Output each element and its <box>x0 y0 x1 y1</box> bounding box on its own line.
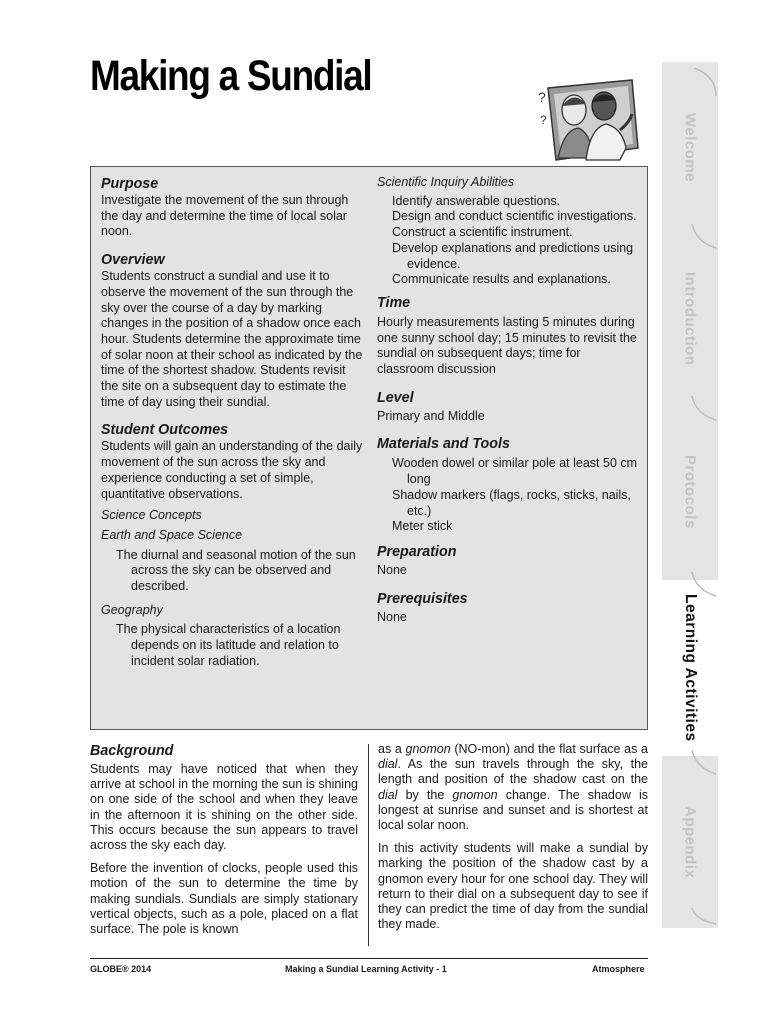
earth-space-text: The diurnal and seasonal motion of the sun across the sky can be observed and described. <box>116 547 356 594</box>
geography-text: The physical characteristics of a location depends on its latitude and relation to incident solar radiation. <box>116 622 341 668</box>
overview-text: Students construct a sundial and use it to observe the movement of the sun through the sky over the course of a day by marking changes in the position of a shadow once each hour. Students determine the approximate time of solar noon at their school as indicated by the time of the shortest shadow. Students revisit the site on a subsequent day to estimate the time of day using their sundial. <box>101 269 363 409</box>
tab-learning-activities[interactable]: Learning Activities <box>662 580 718 756</box>
inquiry-item: Communicate results and explanations. <box>392 272 611 287</box>
science-concepts-label: Science Concepts <box>101 508 202 523</box>
inquiry-item: Design and conduct scientific investigations. <box>392 209 637 224</box>
footer-page-label: Making a Sundial Learning Activity - 1 <box>285 964 447 974</box>
preparation-text: None <box>377 562 407 577</box>
summary-box <box>90 166 648 730</box>
inquiry-item: Identify answerable questions. <box>392 193 561 208</box>
geography-label: Geography <box>101 602 163 617</box>
tab-protocols[interactable]: Protocols <box>681 455 699 529</box>
background-paragraph: In this activity students will make a sundial by marking the position of the shadow cast by a gnomon every hour for one school day. They will return to their dial on a subsequent day to see if they can predict the time of day from the sundial they made. <box>378 841 648 932</box>
earth-space-label: Earth and Space Science <box>101 527 243 542</box>
materials-item: Shadow markers (flags, rocks, sticks, nails, etc.) <box>392 487 631 518</box>
background-paragraph: as a gnomon (NO-mon) and the flat surface as a dial. As the sun travels through the sky, the length and position of the shadow cast on the dial by the gnomon change. The shadow is longest at sunrise and sunset and is shortest at local solar noon. <box>378 742 648 833</box>
level-text: Primary and Middle <box>377 408 485 423</box>
student-outcomes-text: Students will gain an understanding of the daily movement of the sun across the sky and experience conducting a set of simple, quantitative observations. <box>101 439 363 501</box>
prerequisites-heading: Prerequisites <box>377 590 468 607</box>
svg-text:?: ? <box>540 113 547 127</box>
purpose-heading: Purpose <box>101 176 159 192</box>
student-outcomes-heading: Student Outcomes <box>101 422 229 439</box>
column-divider <box>368 744 369 946</box>
tab-separator-curves <box>662 62 718 928</box>
background-heading: Background <box>90 743 174 759</box>
svg-text:?: ? <box>538 89 546 105</box>
page-title: Making a Sundial <box>90 52 372 100</box>
prerequisites-text: None <box>377 609 407 624</box>
materials-heading: Materials and Tools <box>377 436 510 453</box>
students-illustration-icon <box>534 78 640 164</box>
inquiry-item: Develop explanations and predictions using evidence. <box>392 240 634 271</box>
side-tab-bar <box>662 62 718 928</box>
footer-rule <box>90 958 648 959</box>
tab-welcome[interactable]: Welcome <box>681 113 699 183</box>
level-heading: Level <box>377 389 414 406</box>
purpose-text: Investigate the movement of the sun through the day and determine the time of local solar noon. <box>101 193 349 239</box>
tab-introduction[interactable]: Introduction <box>681 272 699 366</box>
inquiry-item: Construct a scientific instrument. <box>392 225 573 240</box>
preparation-heading: Preparation <box>377 543 457 560</box>
time-text: Hourly measurements lasting 5 minutes during one sunny school day; 15 minutes to revisit the sundial on subsequent days; time for classroom discussion <box>377 314 637 377</box>
footer-copyright: GLOBE® 2014 <box>90 964 152 974</box>
background-left-column <box>90 742 358 937</box>
footer-section: Atmosphere <box>592 964 645 974</box>
background-paragraph: Before the invention of clocks, people used this motion of the sun to determine the time by making sundials. Sundials are simply stationary vertical objects, such as a pole, placed on a flat surface. The pole is known <box>90 861 358 937</box>
inquiry-label: Scientific Inquiry Abilities <box>377 175 515 189</box>
background-right-column <box>378 742 648 932</box>
tab-appendix[interactable]: Appendix <box>681 805 699 879</box>
materials-item: Meter stick <box>392 519 453 534</box>
time-heading: Time <box>377 294 411 311</box>
summary-right-column <box>377 175 639 625</box>
overview-heading: Overview <box>101 252 165 269</box>
summary-left-column <box>101 175 363 670</box>
background-paragraph: Students may have noticed that when they arrive at school in the morning the sun is shining on one side of the school and when they leave in the afternoon it is shining on the other side. This occurs because the sun appears to travel across the sky each day. <box>90 762 358 853</box>
materials-item: Wooden dowel or similar pole at least 50 cm long <box>392 456 638 487</box>
